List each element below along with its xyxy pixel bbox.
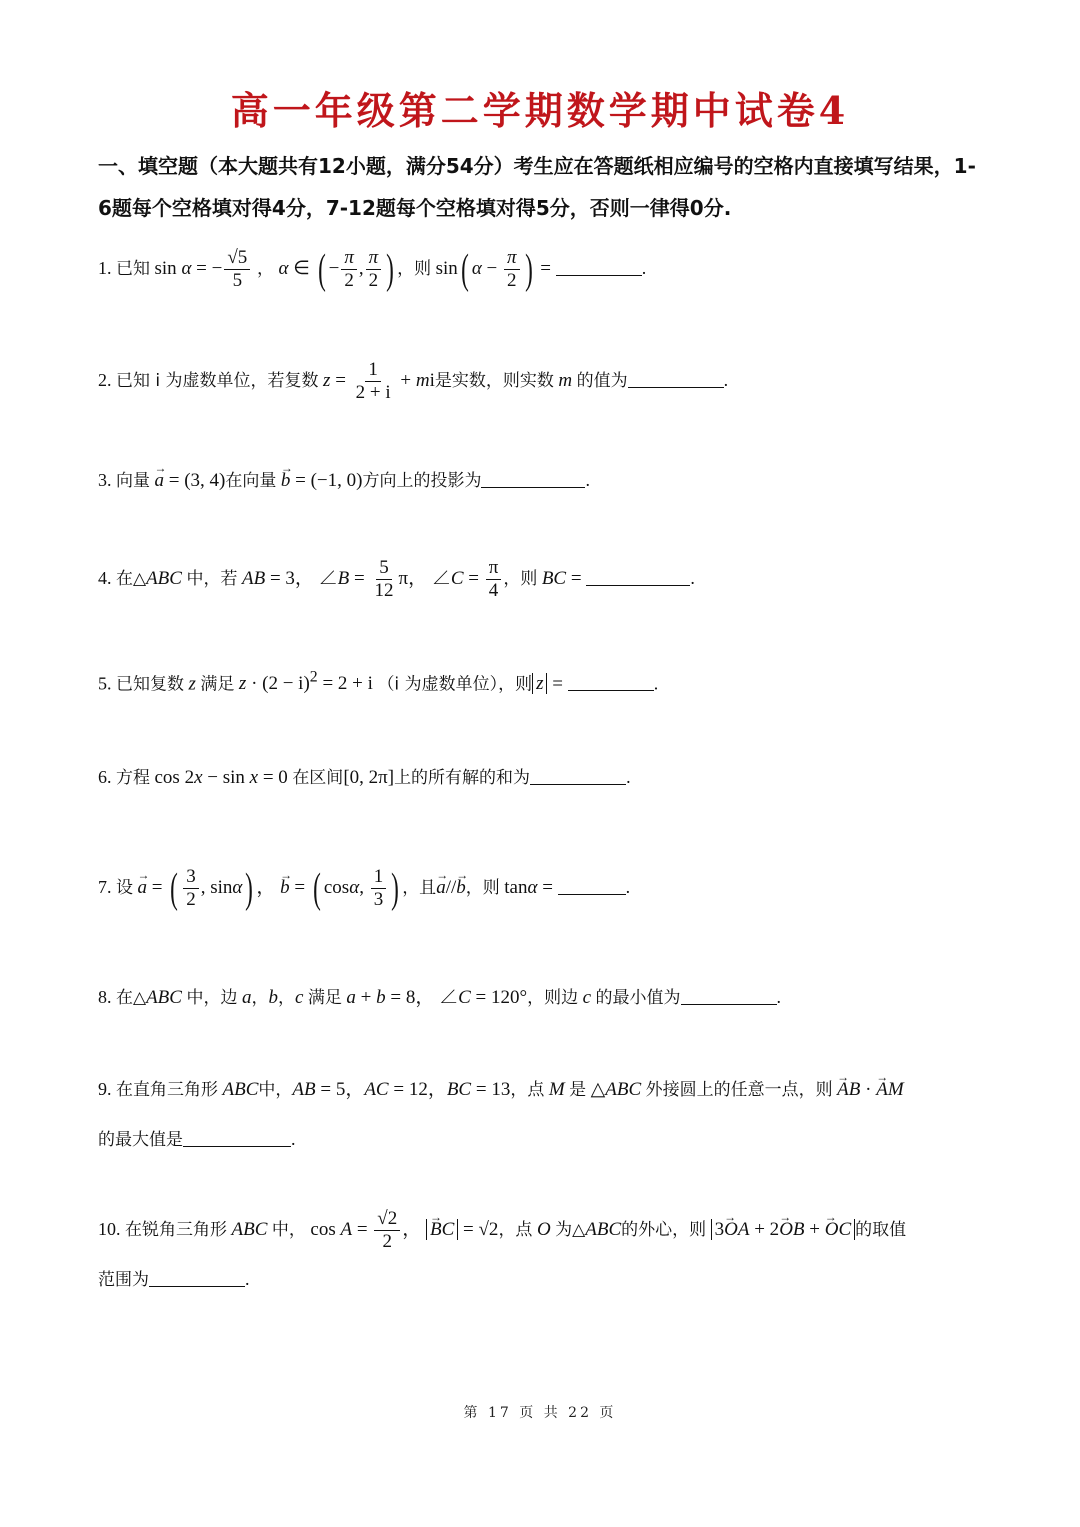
question-2: 2. 已知 i 为虚数单位，若复数 z = $\frac{1}{2 + i}$ + mi是实数，则实数 m 的值为 . [98, 359, 729, 404]
question-7: 7. 设 → a = ( $\frac{3}{2}$ , sinα) ， → b = ( cosα, $\frac{1}{3}$ ) ，且→ a//→ b，则 tanα = . [98, 862, 998, 913]
answer-blank-1[interactable] [556, 255, 642, 276]
answer-blank-6[interactable] [530, 764, 626, 785]
page-title: 高一年级第二学期数学期中试卷4 [230, 88, 850, 133]
question-9-line2: 的最大值是 . [98, 1114, 998, 1165]
formula-q1: sin α = − $\frac{√5}{5}$ [155, 258, 258, 279]
question-4: 4. 在△ABC 中，若 AB = 3， ∠B = $\frac{5}{12}$ π， ∠C = $\frac{\pi}{4}$ ，则 BC = . [98, 557, 695, 602]
question-10-line2: 范围为 . [98, 1254, 998, 1305]
answer-blank-5[interactable] [568, 670, 654, 691]
answer-blank-8[interactable] [681, 984, 777, 1005]
question-1: 1. 已知 sin α = − $\frac{√5}{5}$ ， α ∈ ( − $\frac{\pi}{2}$ , $\frac{\pi}{2}$ ) ，则 sin( α − $\frac{\pi}{2}$ ) = . [98, 246, 647, 293]
question-10: 10. 在锐角三角形 ABC 中， cos A = $\frac{√2}{2}$ ， → BC = √2，点 O 为△ABC的外心，则 3→ OA + 2→ OB + → OC 的取值 [98, 1204, 998, 1255]
answer-blank-9[interactable] [183, 1126, 291, 1147]
question-6: 6. 方程 cos 2x − sin x = 0 在区间[0, 2π]上的所有解的和为 . [98, 752, 998, 803]
answer-blank-3[interactable] [481, 467, 585, 488]
question-5: 5. 已知复数 z 满足 $z \cdot (2 - i)^2 = 2 + i$ （i 为虚数单位），则 z = . [98, 669, 659, 695]
question-9: 9. 在直角三角形 ABC中，AB = 5，AC = 12，BC = 13，点 M 是 △ABC 外接圆上的任意一点，则 → AB · → AM [98, 1064, 998, 1115]
answer-blank-4[interactable] [586, 565, 690, 586]
section-heading: 一、填空题（本大题共有12小题，满分54分）考生应在答题纸相应编号的空格内直接填写结果，1-6题每个空格填对得4分，7-12题每个空格填对得5分，否则一律得0分. [98, 154, 976, 220]
page-footer: 第 17 页 共 22 页 [463, 1405, 617, 1421]
question-8: 8. 在△ABC 中，边 a，b，c 满足 a + b = 8， ∠C = 120°，则边 c 的最小值为 . [98, 972, 998, 1023]
answer-blank-7[interactable] [558, 874, 626, 895]
answer-blank-10[interactable] [149, 1266, 245, 1287]
answer-blank-2[interactable] [628, 367, 724, 388]
question-3: 3. 向量 → a = (3, 4)在向量 → b = (−1, 0)方向上的投影为 . [98, 455, 998, 506]
